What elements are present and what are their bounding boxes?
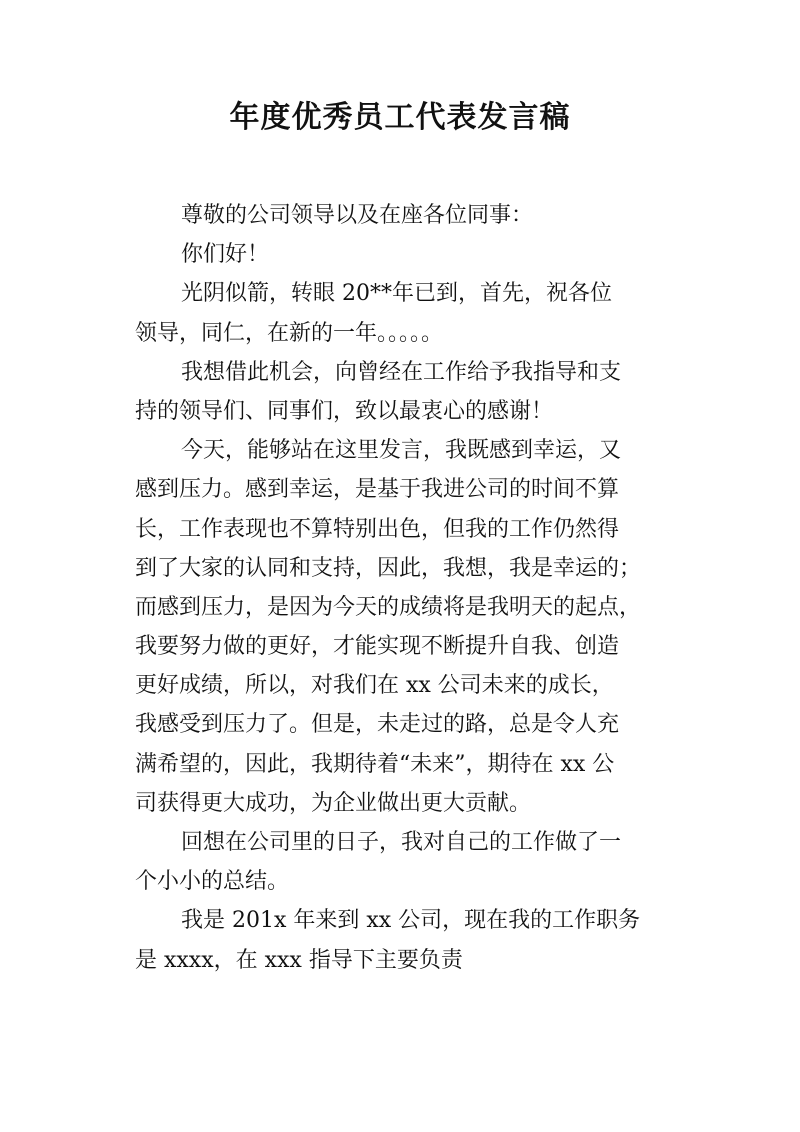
body-line: 我要努力做的更好，才能实现不断提升自我、创造 (135, 634, 620, 660)
body-line: 光阴似箭，转眼 20**年已到，首先，祝各位 (181, 281, 612, 307)
body-line: 领导，同仁，在新的一年。。。。。 (135, 320, 444, 346)
document-title: 年度优秀员工代表发言稿 (229, 100, 571, 135)
body-line: 回想在公司里的日子，我对自己的工作做了一 (181, 830, 622, 855)
body-line: 长，工作表现也不算特别出色，但我的工作仍然得 (135, 516, 620, 542)
body-line: 我感受到压力了。但是，未走过的路，总是令人充 (135, 712, 620, 738)
document-body (135, 196, 665, 980)
body-line: 持的领导们、同事们，致以最衷心的感谢！ (135, 398, 554, 424)
body-line: 司获得更大成功，为企业做出更大贡献。 (135, 790, 532, 816)
body-line: 你们好！ (181, 242, 270, 268)
body-line: 感到压力。感到幸运，是基于我进公司的时间不算 (135, 477, 620, 503)
body-line: 今天，能够站在这里发言，我既感到幸运，又 (181, 438, 622, 464)
body-line: 我想借此机会，向曾经在工作给予我指导和支 (181, 359, 622, 385)
body-line: 我是 201x 年来到 xx 公司，现在我的工作职务 (181, 908, 641, 934)
body-line: 个小小的总结。 (135, 869, 290, 895)
body-line: 是 xxxx，在 xxx 指导下主要负责 (135, 947, 463, 973)
body-line: 而感到压力，是因为今天的成绩将是我明天的起点， (135, 594, 642, 620)
body-line: 到了大家的认同和支持，因此，我想，我是幸运的； (135, 555, 642, 581)
body-line: 满希望的，因此，我期待着“未来”，期待在 xx 公 (135, 751, 615, 777)
body-line: 更好成绩，所以，对我们在 xx 公司未来的成长， (135, 673, 614, 699)
body-line: 尊敬的公司领导以及在座各位同事： (181, 203, 534, 228)
